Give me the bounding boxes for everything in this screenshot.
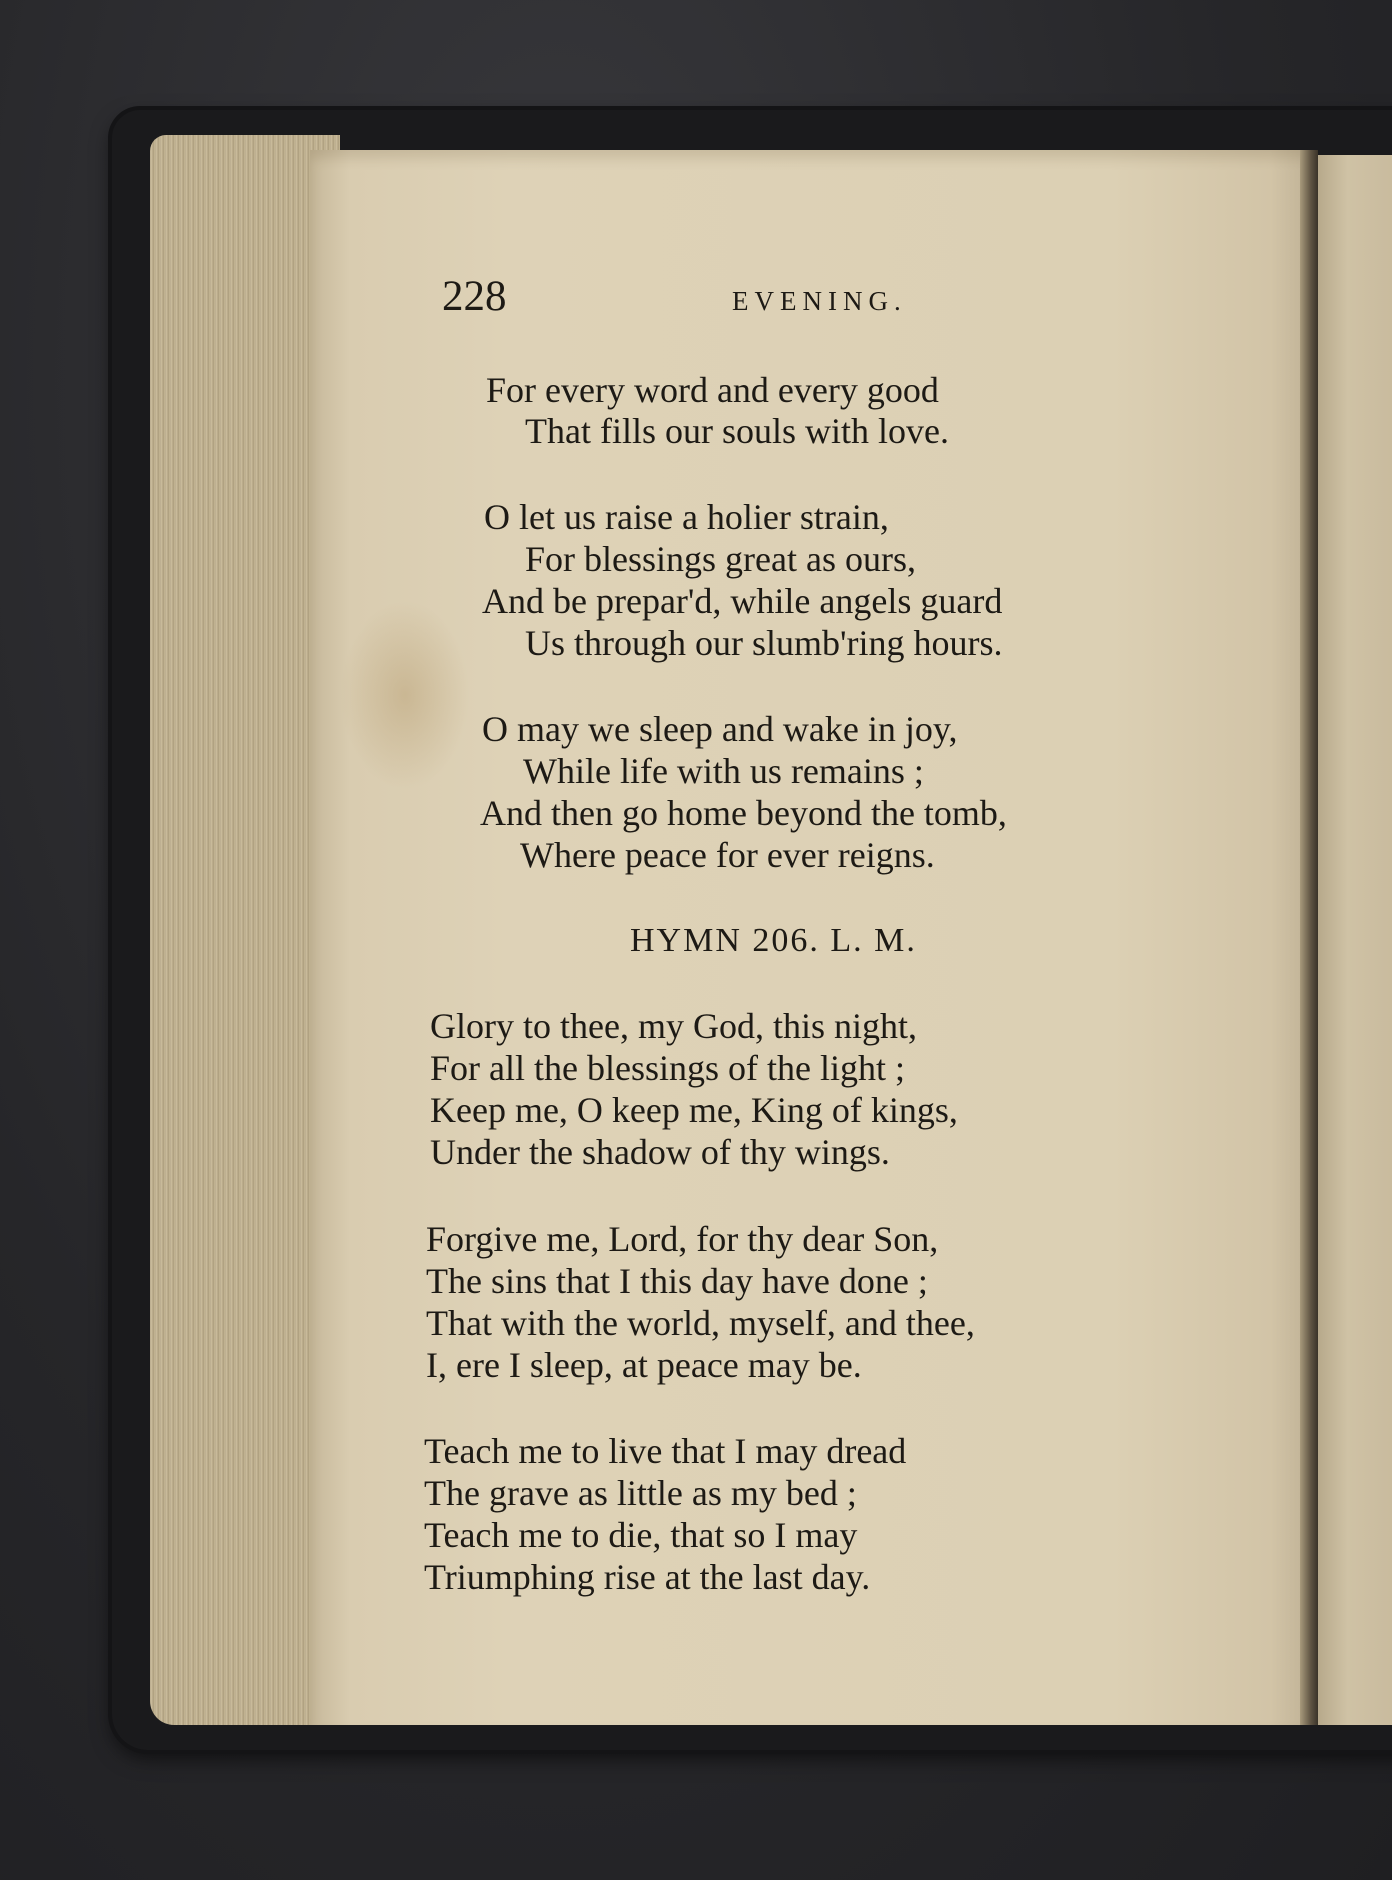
book-gutter bbox=[1300, 150, 1318, 1725]
page-header bbox=[0, 272, 1392, 322]
verse-line: The sins that I this day have done ; bbox=[426, 1261, 928, 1301]
verse-line: O may we sleep and wake in joy, bbox=[482, 709, 958, 749]
verse-line: For blessings great as ours, bbox=[525, 539, 916, 579]
verse-line: Keep me, O keep me, King of kings, bbox=[430, 1090, 958, 1130]
right-page-edge bbox=[1318, 155, 1392, 1725]
verse-line: Teach me to live that I may dread bbox=[424, 1431, 907, 1471]
verse-line: Us through our slumb'ring hours. bbox=[525, 623, 1003, 663]
verse-line: I, ere I sleep, at peace may be. bbox=[426, 1345, 862, 1385]
page-stain bbox=[340, 600, 470, 790]
verse-line: Triumphing rise at the last day. bbox=[424, 1557, 871, 1597]
verse-line: Teach me to die, that so I may bbox=[424, 1515, 858, 1555]
verse-line: For every word and every good bbox=[486, 370, 939, 410]
verse-line: That fills our souls with love. bbox=[525, 411, 949, 451]
verse-line: The grave as little as my bed ; bbox=[424, 1473, 857, 1513]
verse-line: Forgive me, Lord, for thy dear Son, bbox=[426, 1219, 939, 1259]
verse-line: That with the world, myself, and thee, bbox=[426, 1303, 975, 1343]
hymn-heading: HYMN 206. L. M. bbox=[630, 922, 917, 959]
verse-line: Under the shadow of thy wings. bbox=[430, 1132, 890, 1172]
page-number: 228 bbox=[442, 273, 507, 320]
verse-line: And be prepar'd, while angels guard bbox=[482, 581, 1003, 621]
running-title: EVENING. bbox=[732, 286, 907, 316]
verse-line: Glory to thee, my God, this night, bbox=[430, 1006, 917, 1046]
verse-line: And then go home beyond the tomb, bbox=[480, 793, 1007, 833]
verse-line: O let us raise a holier strain, bbox=[484, 497, 889, 537]
verse-line: For all the blessings of the light ; bbox=[430, 1048, 905, 1088]
verse-line: Where peace for ever reigns. bbox=[520, 835, 935, 875]
verse-line: While life with us remains ; bbox=[523, 751, 924, 791]
